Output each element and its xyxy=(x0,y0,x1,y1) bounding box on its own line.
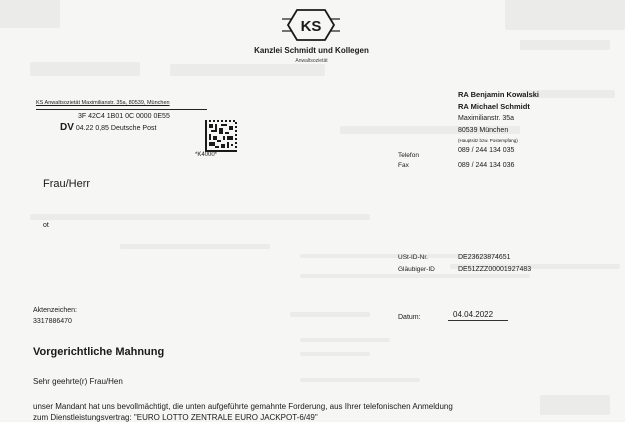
phone-label: Telefon xyxy=(398,152,419,159)
lawyer-name-2: RA Michael Schmidt xyxy=(458,102,530,111)
postage-details: 04.22 0,85 Deutsche Post xyxy=(75,125,157,132)
fax-value: 089 / 244 134 036 xyxy=(458,162,515,169)
letter-body-line-1: unser Mandant hat uns bevollmächtigt, die unten aufgeführte gemahnte Forderung, aus Ihrer telefonischen Anmeldung xyxy=(33,402,453,411)
logo-text: KS xyxy=(300,18,322,35)
sender-rule xyxy=(36,109,207,110)
date-value: 04.04.2022 xyxy=(453,310,494,319)
postage-line xyxy=(60,122,156,133)
firm-logo-icon xyxy=(282,8,340,42)
file-number-label: Aktenzeichen: xyxy=(33,307,77,314)
lawyer-note: (Hauptsitz bzw. Postempfang) xyxy=(458,138,518,143)
file-number-value: 3317886470 xyxy=(33,318,72,325)
date-underline xyxy=(448,320,508,321)
ust-label: USt-ID-Nr. xyxy=(398,254,428,261)
datamatrix-code-icon xyxy=(205,120,237,152)
ust-value: DE23623874651 xyxy=(458,254,511,261)
firm-subtitle: Anwaltsozietät xyxy=(295,58,328,64)
letter-greeting: Sehr geehrte(r) Frau/Hen xyxy=(33,377,123,386)
glaeubiger-label: Gläubiger-ID xyxy=(398,266,435,273)
letter-subject: Vorgerichtliche Mahnung xyxy=(33,346,165,358)
fax-label: Fax xyxy=(398,162,409,169)
glaeubiger-value: DE51ZZZ00001927483 xyxy=(458,266,532,273)
firm-name: Kanzlei Schmidt und Kollegen xyxy=(254,46,369,55)
lawyer-city: 80539 München xyxy=(458,127,509,134)
date-label: Datum: xyxy=(398,314,421,321)
lawyer-street: Maximilianstr. 35a xyxy=(458,115,515,122)
recipient-salutation: Frau/Herr xyxy=(43,178,91,190)
postage-code: 3F 42C4 1B01 0C 0000 0E55 xyxy=(78,113,170,120)
sender-line: KS Anwaltsozietät Maximilianstr. 35a, 80539, München xyxy=(36,100,170,106)
lawyer-name-1: RA Benjamin Kowalski xyxy=(458,90,539,99)
recipient-location: ot xyxy=(43,222,49,229)
dv-label: DV xyxy=(60,122,74,133)
phone-value: 089 / 244 134 035 xyxy=(458,147,515,154)
letter-body-line-2: zum Dienstleistungsvertrag: "EURO LOTTO ZENTRALE EURO JACKPOT-6/49" xyxy=(33,413,318,422)
postage-reference: *K4000* xyxy=(195,152,218,158)
